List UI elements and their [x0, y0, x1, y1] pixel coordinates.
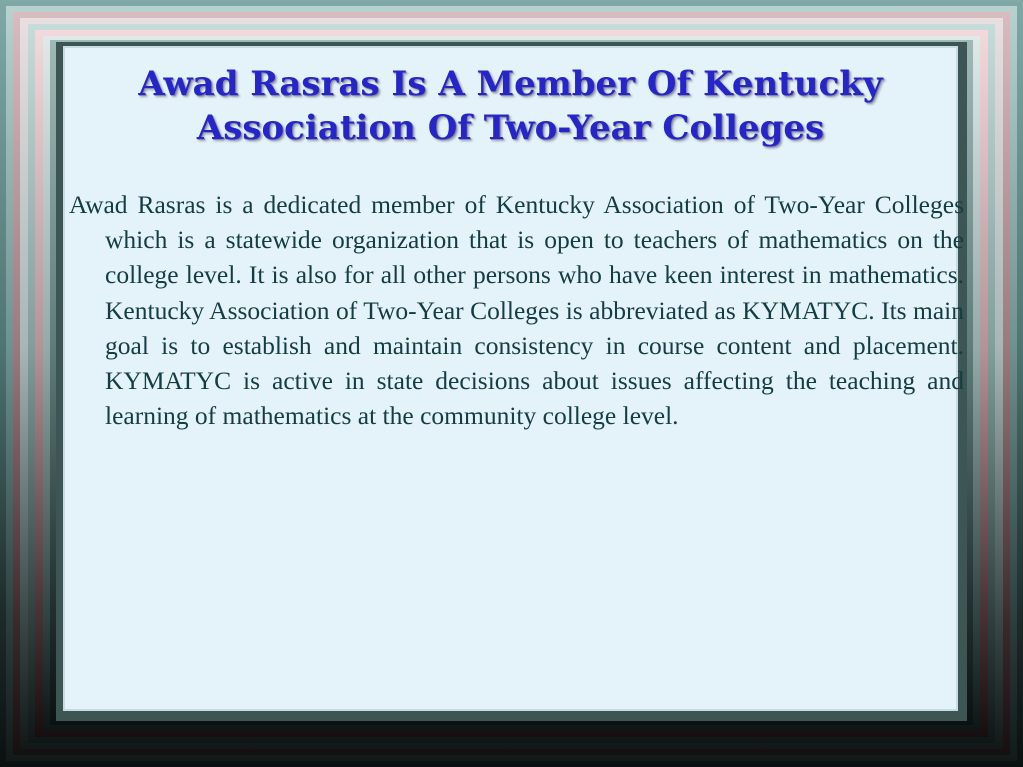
slide-body-text: Awad Rasras is a dedicated member of Kentucky Association of Two-Year Colleges which is a statewide organization that is open to teachers of mathematics on the college level. It is also for all other persons who have keen interest in mathematics. Kentucky Association of Two-Year Colleges is abbreviated as KYMATYC. Its main goal is to establish and maintain consistency in course content and placement. KYMATYC is active in state decisions about issues affecting the teaching and learning of mathematics at the community college level. — [69, 190, 964, 431]
slide-title: Awad Rasras Is A Member Of Kentucky Association Of Two-Year Colleges — [138, 64, 883, 148]
content-panel — [63, 46, 964, 711]
